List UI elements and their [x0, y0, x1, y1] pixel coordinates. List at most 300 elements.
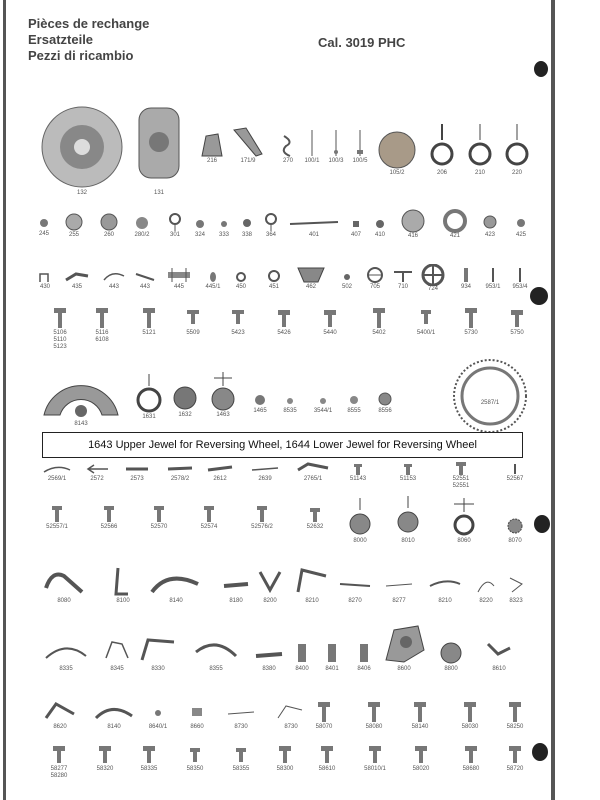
pinion-icon — [184, 702, 210, 724]
part-label: 8140 — [169, 598, 183, 604]
part-label: 5400/1 — [416, 330, 436, 336]
part-label: 52574 — [200, 524, 218, 530]
screw-icon — [216, 216, 232, 232]
part-label: 8100 — [116, 598, 130, 604]
page-border-left — [3, 0, 6, 800]
part-label: 445/1 — [205, 284, 221, 290]
part — [414, 306, 438, 337]
part — [312, 744, 342, 773]
part-label: 100/1 — [304, 158, 320, 164]
lever-icon — [64, 270, 90, 284]
part — [360, 700, 388, 731]
part — [250, 462, 280, 483]
wheel-icon — [468, 124, 492, 170]
part-label: 8210 — [305, 598, 319, 604]
part — [338, 270, 356, 291]
lever-icon — [138, 632, 178, 666]
part — [272, 306, 296, 337]
part-label: 58277 — [50, 766, 68, 772]
part-label: 1465 — [253, 408, 267, 414]
part — [296, 264, 326, 291]
part-label: 6108 — [95, 337, 109, 343]
screw-icon — [406, 700, 434, 724]
part-label: 425 — [515, 232, 526, 238]
part-label: 953/1 — [485, 284, 501, 290]
wheel-icon — [438, 640, 464, 666]
cam-lever-icon — [380, 620, 428, 666]
part-label: 58250 — [506, 724, 524, 730]
part-label: 8355 — [209, 666, 223, 672]
part — [458, 306, 484, 337]
lever-icon — [124, 462, 150, 476]
part-label: 8220 — [479, 598, 493, 604]
part — [136, 306, 162, 337]
part — [304, 128, 320, 165]
part — [428, 572, 462, 605]
part — [42, 462, 72, 483]
screw-icon — [144, 504, 174, 524]
screw-icon — [414, 306, 438, 330]
part — [239, 214, 255, 239]
wheel-icon — [172, 384, 198, 412]
binder-hole — [534, 61, 548, 77]
part-label: 5123 — [53, 344, 67, 350]
part — [500, 744, 530, 773]
binder-hole — [532, 743, 548, 761]
part-label: 421 — [449, 233, 460, 239]
spring-icon — [102, 268, 126, 284]
part — [256, 566, 284, 605]
screw-icon — [46, 306, 74, 330]
part-label: 445 — [173, 284, 184, 290]
part — [232, 270, 250, 291]
part-label: 58610 — [318, 766, 336, 772]
screw-icon — [272, 306, 296, 330]
yoke-icon — [256, 566, 284, 598]
part-label: 58720 — [506, 766, 524, 772]
part-label: 270 — [282, 158, 293, 164]
part-label: 5426 — [277, 330, 291, 336]
part — [204, 270, 222, 291]
wheel-icon — [430, 124, 454, 170]
jewel-icon — [344, 392, 364, 408]
spring-lever-icon — [92, 700, 136, 724]
part-label: 5440 — [323, 330, 337, 336]
part-label: 5509 — [186, 330, 200, 336]
part-label: 451 — [268, 284, 279, 290]
part — [200, 130, 224, 165]
pin-icon — [508, 266, 532, 284]
part-label: 210 — [474, 170, 485, 176]
part — [132, 214, 152, 239]
part — [194, 504, 224, 531]
part-label: 131 — [153, 190, 164, 196]
screw-icon — [300, 504, 330, 524]
jewel-icon — [36, 215, 52, 231]
part — [308, 394, 338, 415]
part-label: 8060 — [457, 538, 471, 544]
wheel-icon — [450, 498, 478, 538]
screw-icon — [372, 216, 388, 232]
part — [42, 636, 90, 673]
part — [46, 306, 74, 351]
binder-hole — [534, 515, 550, 533]
screw-icon — [500, 700, 530, 724]
screw-icon — [406, 744, 436, 766]
part-label: 724 — [427, 286, 438, 292]
screw-icon — [136, 306, 162, 330]
part-label: 8330 — [151, 666, 165, 672]
part — [36, 215, 52, 238]
part-label: 2569/1 — [47, 476, 67, 482]
spring-lever-icon — [192, 632, 240, 666]
part-label: 1632 — [178, 412, 192, 418]
lever-icon — [42, 566, 86, 598]
part-label: 443 — [139, 284, 150, 290]
part-label: 5116 — [95, 330, 109, 336]
part — [300, 504, 330, 531]
spring-lever-icon — [148, 566, 204, 598]
wheel-icon — [346, 498, 374, 538]
part — [216, 216, 232, 239]
washer-icon — [232, 270, 250, 284]
part-label: 450 — [235, 284, 246, 290]
part-label: 105/2 — [389, 170, 405, 176]
title-german: Ersatzteile — [28, 32, 94, 47]
part — [351, 128, 369, 165]
wheel-icon — [136, 374, 162, 414]
part-label: 2578/2 — [170, 476, 190, 482]
part — [366, 306, 392, 337]
pin-icon — [394, 462, 422, 476]
part-label: 8335 — [59, 666, 73, 672]
page-title — [28, 16, 149, 64]
part — [184, 702, 210, 731]
part-label: 423 — [484, 232, 495, 238]
part-label: 8555 — [347, 408, 361, 414]
screw-icon — [192, 216, 208, 232]
screw-icon — [132, 214, 152, 232]
spring-icon — [42, 636, 90, 666]
part-label: 52557/1 — [46, 524, 68, 530]
part — [92, 700, 136, 731]
part — [442, 209, 468, 240]
jewel-icon — [480, 212, 500, 232]
part — [42, 700, 78, 731]
part-label: 58680 — [462, 766, 480, 772]
part-label: 5106 — [53, 330, 67, 336]
part-label: 407 — [350, 232, 361, 238]
part — [44, 744, 74, 780]
screw-icon — [360, 700, 388, 724]
part-label: 280/2 — [134, 232, 150, 238]
part — [406, 700, 434, 731]
part-label: 2572 — [90, 476, 104, 482]
screw-icon — [239, 214, 255, 232]
part-label: 8620 — [53, 724, 67, 730]
screw-icon — [226, 744, 256, 766]
part — [280, 134, 296, 165]
screw-icon — [358, 744, 392, 766]
part — [338, 574, 372, 605]
part-label: 5121 — [142, 330, 156, 336]
lever-icon — [232, 126, 264, 158]
part — [344, 462, 372, 483]
wheel-icon — [99, 212, 119, 232]
part — [270, 744, 300, 773]
pin-icon — [351, 128, 369, 158]
spring-icon — [428, 572, 462, 598]
part-label: 220 — [511, 170, 522, 176]
screw-icon — [244, 504, 280, 524]
stem-icon — [288, 216, 340, 232]
lever-icon — [166, 462, 194, 476]
part — [348, 216, 364, 239]
screw-icon — [505, 306, 529, 330]
screw-icon — [446, 460, 476, 476]
part-label: 8270 — [348, 598, 362, 604]
spring-icon — [474, 572, 498, 598]
part-label: 8080 — [57, 598, 71, 604]
part-label: 8200 — [263, 598, 277, 604]
jewel-note-banner: 1643 Upper Jewel for Reversing Wheel, 1644 Lower Jewel for Reversing Wheel — [42, 432, 523, 458]
part — [206, 462, 234, 483]
part — [310, 700, 338, 731]
part-label: 8180 — [229, 598, 243, 604]
part-label: 58010/1 — [364, 766, 386, 772]
part-label: 333 — [218, 232, 229, 238]
part — [482, 266, 504, 291]
part-label: 52566 — [100, 524, 118, 530]
movement-dial-icon — [40, 104, 124, 190]
jewel-icon — [280, 394, 300, 408]
part-label: 364 — [265, 232, 276, 238]
wheel-icon — [377, 130, 417, 170]
arrow-spring-icon — [84, 462, 110, 476]
caliber-title: Cal. 3019 PHC — [318, 35, 406, 50]
part — [502, 514, 528, 545]
spring-icon — [42, 462, 72, 476]
part-label: 953/4 — [512, 284, 528, 290]
part-label: 430 — [39, 284, 50, 290]
part — [294, 562, 330, 605]
part — [364, 266, 386, 291]
part — [192, 632, 240, 673]
part — [280, 394, 300, 415]
part — [358, 744, 392, 773]
part — [327, 128, 345, 165]
part-label: 58030 — [461, 724, 479, 730]
part-label: 1631 — [142, 414, 156, 420]
part — [226, 744, 256, 773]
part — [511, 214, 531, 239]
part — [244, 504, 280, 531]
part — [222, 572, 250, 605]
part-date-disc — [452, 358, 528, 407]
screw-icon — [90, 744, 120, 766]
part-label: 8660 — [190, 724, 204, 730]
spring-icon — [384, 574, 414, 598]
part — [181, 306, 205, 337]
part — [484, 636, 514, 673]
screw-icon — [270, 744, 300, 766]
part — [346, 498, 374, 545]
bridge-icon — [296, 264, 326, 284]
screw-icon — [366, 306, 392, 330]
part-label: 8010 — [401, 538, 415, 544]
jewel-icon — [144, 702, 172, 724]
part-label: 255 — [68, 232, 79, 238]
part-label: 58355 — [232, 766, 250, 772]
part — [500, 700, 530, 731]
part-label: 443 — [108, 284, 119, 290]
part — [226, 702, 256, 731]
part-label: 2612 — [213, 476, 227, 482]
part-label: 260 — [103, 232, 114, 238]
part — [480, 212, 500, 239]
screw-icon — [312, 744, 342, 766]
part-label: 2765/1 — [303, 476, 323, 482]
screw-icon — [134, 744, 164, 766]
part-label: 8070 — [508, 538, 522, 544]
part — [106, 566, 140, 605]
part — [380, 620, 428, 673]
part — [172, 384, 198, 419]
part-label: 2573 — [130, 476, 144, 482]
screw-icon — [180, 744, 210, 766]
part — [400, 209, 426, 240]
part-label: 410 — [374, 232, 385, 238]
part — [352, 640, 376, 673]
screw-icon — [181, 306, 205, 330]
pin-icon — [344, 462, 372, 476]
part — [377, 130, 417, 177]
ring-icon — [442, 209, 468, 233]
part — [136, 374, 162, 421]
lever-icon — [206, 462, 234, 476]
part — [458, 266, 474, 291]
wheel-icon — [364, 266, 386, 284]
bridge-icon — [200, 130, 224, 158]
part — [102, 636, 132, 673]
part — [384, 574, 414, 605]
part-label: 3544/1 — [313, 408, 333, 414]
part — [166, 212, 184, 239]
part-label: 51143 — [349, 476, 367, 482]
pin-icon — [320, 640, 344, 666]
part — [134, 270, 156, 291]
pin-icon — [500, 462, 530, 476]
part — [144, 702, 172, 731]
part-label: 100/5 — [352, 158, 368, 164]
part — [430, 124, 454, 177]
part-label: 8556 — [378, 408, 392, 414]
part-label: 58320 — [96, 766, 114, 772]
screw-icon — [94, 504, 124, 524]
part — [474, 572, 498, 605]
part-rotor — [40, 365, 122, 428]
part-label: 171/9 — [240, 158, 256, 164]
part — [210, 372, 236, 419]
part-label: 416 — [407, 233, 418, 239]
bridge-icon — [166, 266, 192, 284]
part-label: 216 — [206, 158, 217, 164]
spring-icon — [338, 574, 372, 598]
part — [134, 744, 164, 773]
lever-icon — [294, 562, 330, 598]
washer-icon — [264, 268, 284, 284]
part — [124, 462, 150, 483]
part-label: 58140 — [411, 724, 429, 730]
lever-icon — [484, 636, 514, 666]
part — [148, 566, 204, 605]
part-label: 338 — [241, 232, 252, 238]
part-label: 324 — [194, 232, 205, 238]
part-label: 8210 — [438, 598, 452, 604]
part-label: 58300 — [276, 766, 294, 772]
part — [446, 460, 476, 490]
part — [232, 126, 264, 165]
screw-icon — [204, 270, 222, 284]
part — [226, 306, 250, 337]
part — [505, 306, 529, 337]
part — [90, 744, 120, 773]
part — [288, 216, 340, 239]
part-label: 8730 — [234, 724, 248, 730]
jewel-icon — [511, 214, 531, 232]
spring-icon — [504, 572, 528, 598]
part — [344, 392, 364, 415]
part-label: 8140 — [107, 724, 121, 730]
part-label: 206 — [436, 170, 447, 176]
binder-hole — [530, 287, 548, 305]
part-label: 8323 — [509, 598, 523, 604]
pin-icon — [482, 266, 504, 284]
spring-icon — [102, 636, 132, 666]
part-label: 52551 — [452, 476, 470, 482]
part — [290, 640, 314, 673]
part-label: 8277 — [392, 598, 406, 604]
part-label: 8401 — [325, 666, 339, 672]
spring-icon — [280, 134, 296, 158]
jewel-icon — [250, 392, 270, 408]
yoke-icon — [106, 566, 140, 598]
part-label: 58280 — [50, 773, 68, 779]
wheel-icon — [400, 209, 426, 233]
part — [456, 700, 484, 731]
part — [89, 306, 115, 344]
lever-icon — [222, 572, 250, 598]
part — [320, 640, 344, 673]
part-label: 5402 — [372, 330, 386, 336]
part-label: 934 — [460, 284, 471, 290]
part — [274, 700, 308, 731]
part — [505, 124, 529, 177]
part-label: 58350 — [186, 766, 204, 772]
screw-icon — [40, 504, 74, 524]
part — [42, 566, 86, 605]
part-label: 2587/1 — [480, 400, 500, 406]
part-label: 462 — [305, 284, 316, 290]
part-label: 8400 — [295, 666, 309, 672]
wheel-icon — [505, 124, 529, 170]
part — [102, 268, 126, 291]
spring-icon — [250, 462, 280, 476]
clip-icon — [36, 270, 54, 284]
part-label: 51153 — [399, 476, 417, 482]
part-label: 1463 — [216, 412, 230, 418]
wheel-icon — [394, 496, 422, 538]
